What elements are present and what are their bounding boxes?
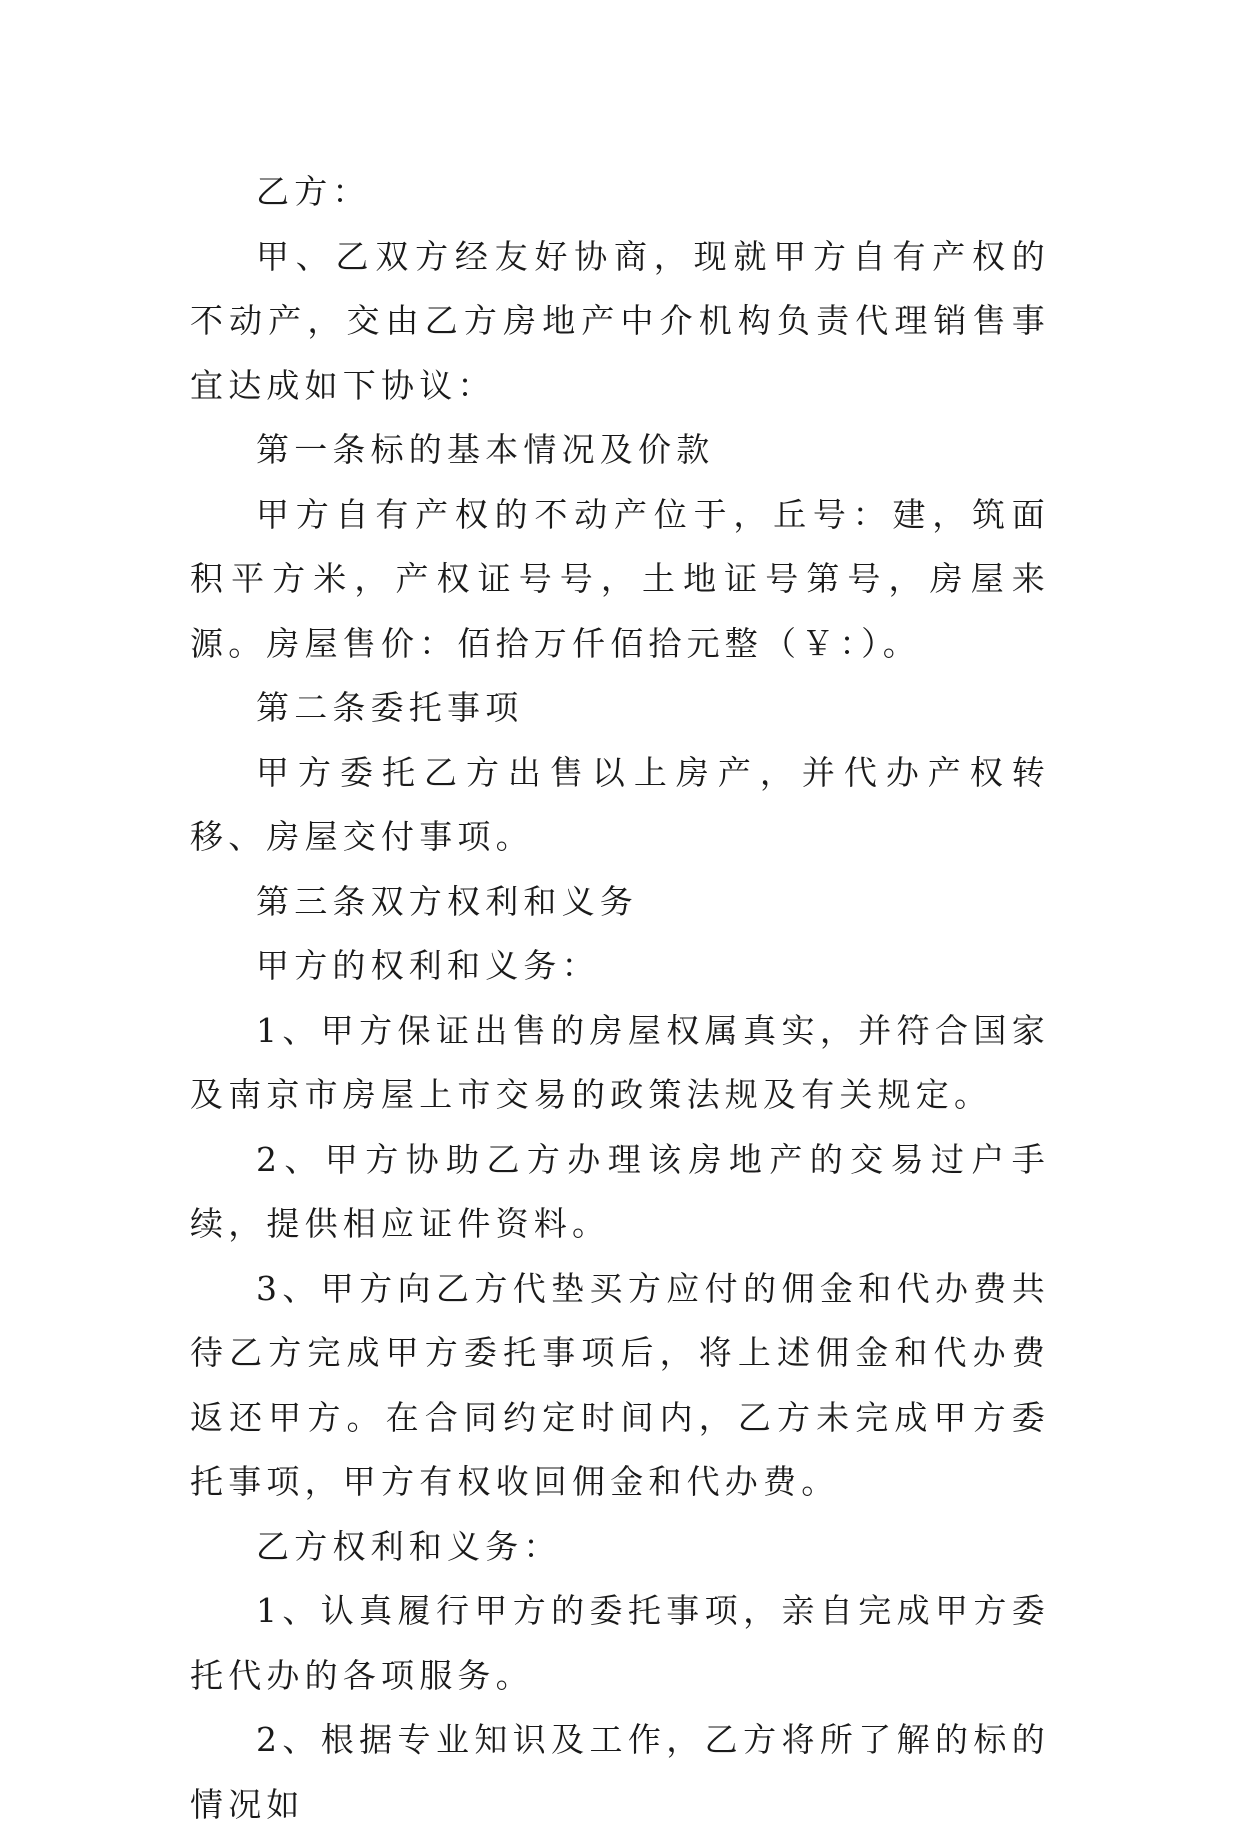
paragraph-agreement-intro: 甲、乙双方经友好协商，现就甲方自有产权的不动产，交由乙方房地产中介机构负责代理销售事宜达成如下协议：	[190, 236, 1050, 405]
document-body	[190, 160, 1050, 1837]
paragraph-party-b-item-1: 1、认真履行甲方的委托事项，亲自完成甲方委托代办的各项服务。	[190, 1591, 1050, 1695]
heading-article-2: 第二条委托事项	[256, 688, 524, 727]
paragraph-party-b-label: 乙方：	[256, 172, 371, 211]
paragraph-property-details: 甲方自有产权的不动产位于，丘号：建，筑面积平方米，产权证号号，土地证号第号，房屋来源。房屋售价：佰拾万仟佰拾元整（￥：）。	[190, 494, 1050, 663]
paragraph-party-b-item-2: 2、根据专业知识及工作，乙方将所了解的标的情况如	[190, 1720, 1050, 1824]
heading-article-1: 第一条标的基本情况及价款	[256, 430, 715, 469]
heading-party-b-rights: 乙方权利和义务：	[256, 1526, 562, 1566]
heading-party-a-rights: 甲方的权利和义务：	[256, 946, 600, 985]
paragraph-party-a-item-3: 3、甲方向乙方代垫买方应付的佣金和代办费共待乙方完成甲方委托事项后，将上述佣金和代办费返还甲方。在合同约定时间内，乙方未完成甲方委托事项，甲方有权收回佣金和代办费。	[190, 1268, 1050, 1501]
paragraph-party-a-item-1: 1、甲方保证出售的房屋权属真实，并符合国家及南京市房屋上市交易的政策法规及有关规定。	[190, 1010, 1050, 1114]
heading-article-3: 第三条双方权利和义务	[256, 881, 638, 921]
paragraph-party-a-item-2: 2、甲方协助乙方办理该房地产的交易过户手续，提供相应证件资料。	[190, 1139, 1050, 1243]
paragraph-entrusted-matters: 甲方委托乙方出售以上房产，并代办产权转移、房屋交付事项。	[190, 752, 1050, 856]
